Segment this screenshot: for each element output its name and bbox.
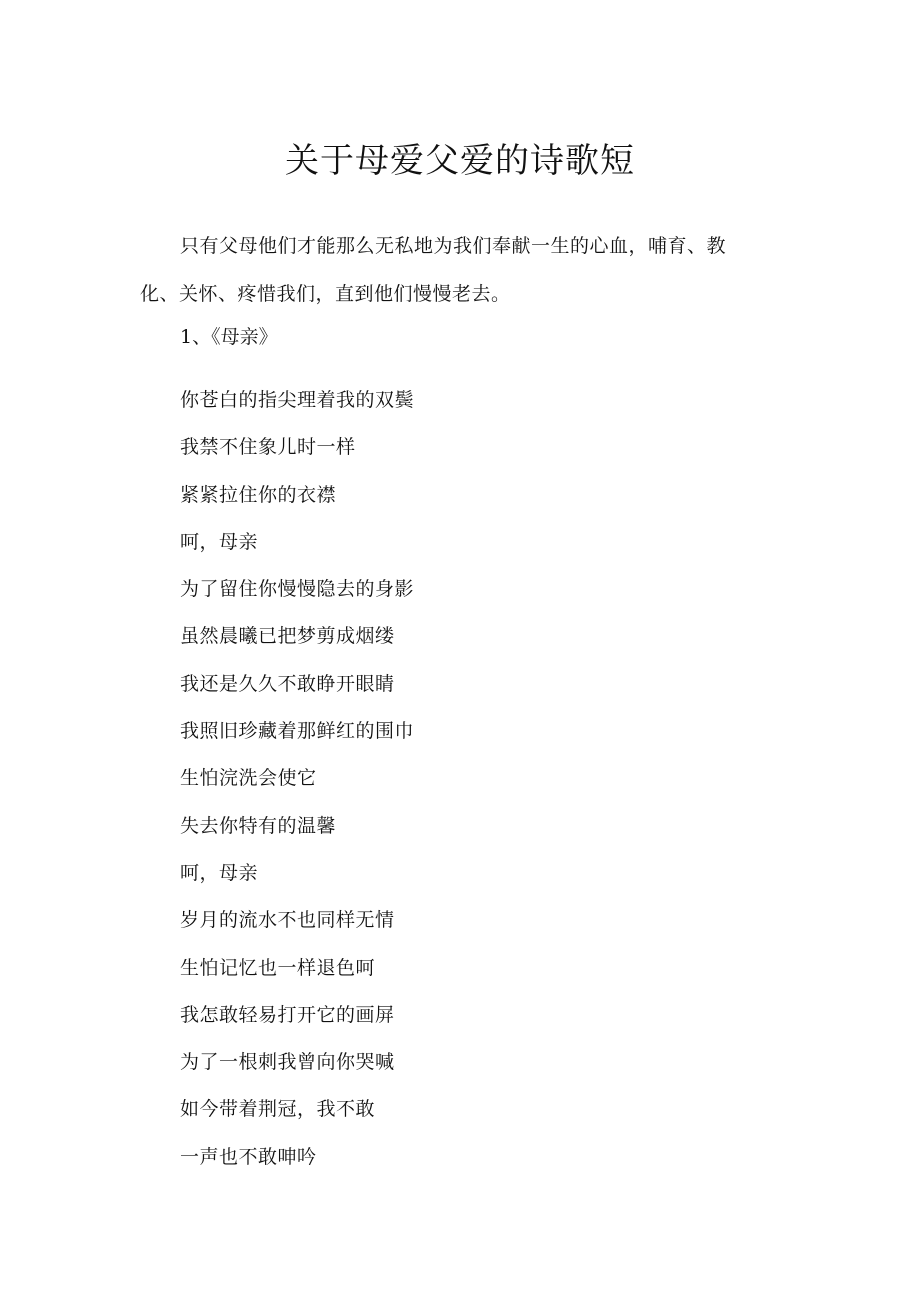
poem-line: 我照旧珍藏着那鲜红的围巾 xyxy=(180,720,415,743)
poem-line: 一声也不敢呻吟 xyxy=(180,1145,317,1168)
poem-line: 生怕浣洗会使它 xyxy=(180,767,317,790)
poem-line: 如今带着荆冠，我不敢 xyxy=(180,1098,376,1121)
poem-line: 生怕记忆也一样退色呵 xyxy=(180,956,376,979)
poem-line: 呵，母亲 xyxy=(180,861,259,884)
document-title: 关于母爱父爱的诗歌短 xyxy=(285,141,635,181)
poem-line: 岁月的流水不也同样无情 xyxy=(180,909,395,932)
poem-line: 我禁不住象儿时一样 xyxy=(180,436,356,459)
poem-line: 虽然晨曦已把梦剪成烟缕 xyxy=(180,625,395,648)
poem-line: 失去你特有的温馨 xyxy=(180,814,337,837)
poem-line: 你苍白的指尖理着我的双鬓 xyxy=(180,389,415,411)
poem-line: 我怎敢轻易打开它的画屏 xyxy=(180,1003,395,1026)
poem-line: 为了留住你慢慢隐去的身影 xyxy=(180,578,415,601)
poem-line: 紧紧拉住你的衣襟 xyxy=(180,483,337,506)
poem-heading: 1、《母亲》 xyxy=(180,326,278,348)
poem-line: 我还是久久不敢睁开眼睛 xyxy=(180,672,395,695)
poem-lines xyxy=(180,383,414,1187)
poem-line: 为了一根刺我曾向你哭喊 xyxy=(180,1051,395,1074)
poem-line: 呵，母亲 xyxy=(180,530,259,553)
intro-paragraph: 只有父母他们才能那么无私地为我们奉献一生的心血，哺育、教化、关怀、疼惜我们，直到他们慢慢老去。 xyxy=(140,235,727,305)
